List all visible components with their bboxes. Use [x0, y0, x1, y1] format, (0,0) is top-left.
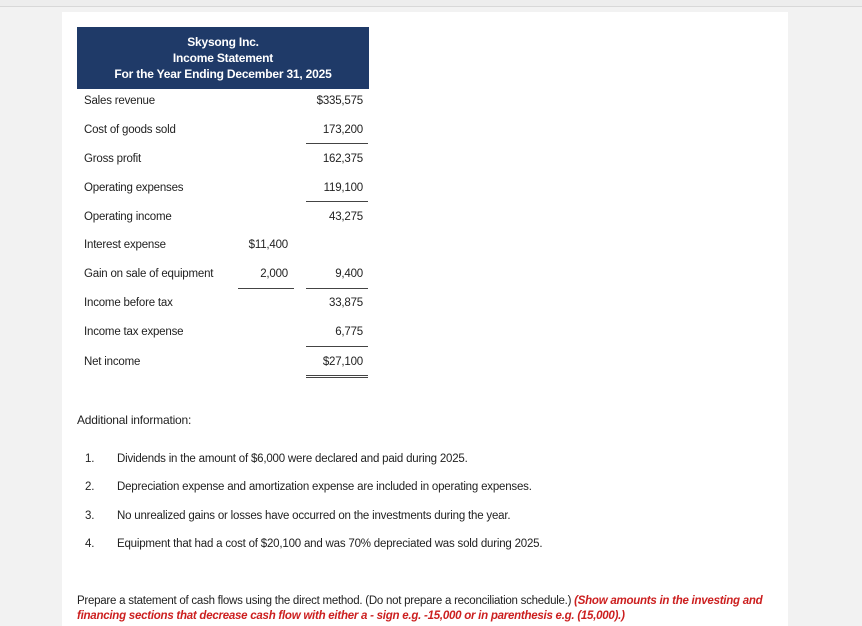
statement-period: For the Year Ending December 31, 2025	[114, 67, 332, 81]
instructions	[77, 594, 777, 624]
item-number: 2.	[85, 481, 95, 493]
row-sales-revenue	[62, 92, 482, 112]
row-net-income	[62, 353, 482, 373]
row-label: Net income	[84, 356, 141, 368]
row-amount: 33,875	[329, 297, 363, 309]
item-number: 4.	[85, 538, 95, 550]
statement-title: Income Statement	[172, 51, 274, 65]
row-amount-inner: 2,000	[260, 268, 288, 280]
income-statement-header	[77, 27, 369, 89]
row-cost-of-goods-sold	[62, 121, 482, 141]
row-operating-income	[62, 208, 482, 228]
row-gross-profit	[62, 150, 482, 170]
company-name: Skysong Inc.	[187, 35, 259, 49]
row-amount: 162,375	[322, 153, 363, 165]
row-income-tax-expense	[62, 323, 482, 343]
instructions-text: Prepare a statement of cash flows using the direct method. (Do not prepare a reconciliation schedule.)	[77, 595, 575, 607]
row-amount: $27,100	[322, 356, 363, 368]
item-text: Equipment that had a cost of $20,100 and was 70% depreciated was sold during 2025.	[117, 538, 543, 550]
underline	[306, 143, 368, 144]
row-label: Income before tax	[84, 297, 173, 309]
underline	[306, 288, 368, 289]
row-amount: 173,200	[322, 124, 363, 136]
row-income-before-tax	[62, 294, 482, 314]
underline	[306, 346, 368, 347]
item-text: No unrealized gains or losses have occurred on the investments during the year.	[117, 510, 511, 522]
instructions-emphasis: (Show amounts in the investing and financing sections that decrease cash flow with either a - sign e.g. -15,000 or in parenthesis e.g. (15,000).)	[77, 595, 763, 622]
underline	[238, 288, 294, 289]
top-bar	[0, 0, 862, 7]
item-text: Dividends in the amount of $6,000 were declared and paid during 2025.	[117, 453, 468, 465]
row-amount-inner: $11,400	[248, 239, 288, 251]
row-label: Income tax expense	[84, 326, 184, 338]
row-amount: $335,575	[316, 95, 363, 107]
item-number: 3.	[85, 510, 95, 522]
additional-info-heading: Additional information:	[77, 413, 192, 427]
row-label: Operating income	[84, 211, 172, 223]
row-amount: 119,100	[323, 182, 363, 194]
row-label: Operating expenses	[84, 182, 184, 194]
row-interest-expense	[62, 236, 482, 256]
row-amount: 6,775	[335, 326, 363, 338]
item-text: Depreciation expense and amortization expense are included in operating expenses.	[117, 481, 532, 493]
row-amount: 9,400	[335, 268, 363, 280]
row-operating-expenses	[62, 179, 482, 199]
double-underline	[306, 375, 368, 378]
problem-sheet	[62, 12, 788, 626]
row-amount: 43,275	[329, 211, 363, 223]
row-label: Gross profit	[84, 153, 142, 165]
row-label: Sales revenue	[84, 95, 155, 107]
row-label: Gain on sale of equipment	[84, 268, 214, 280]
row-label: Cost of goods sold	[84, 124, 176, 136]
underline	[306, 201, 368, 202]
item-number: 1.	[85, 453, 95, 465]
row-label: Interest expense	[84, 239, 166, 251]
row-gain-on-sale	[62, 265, 482, 285]
